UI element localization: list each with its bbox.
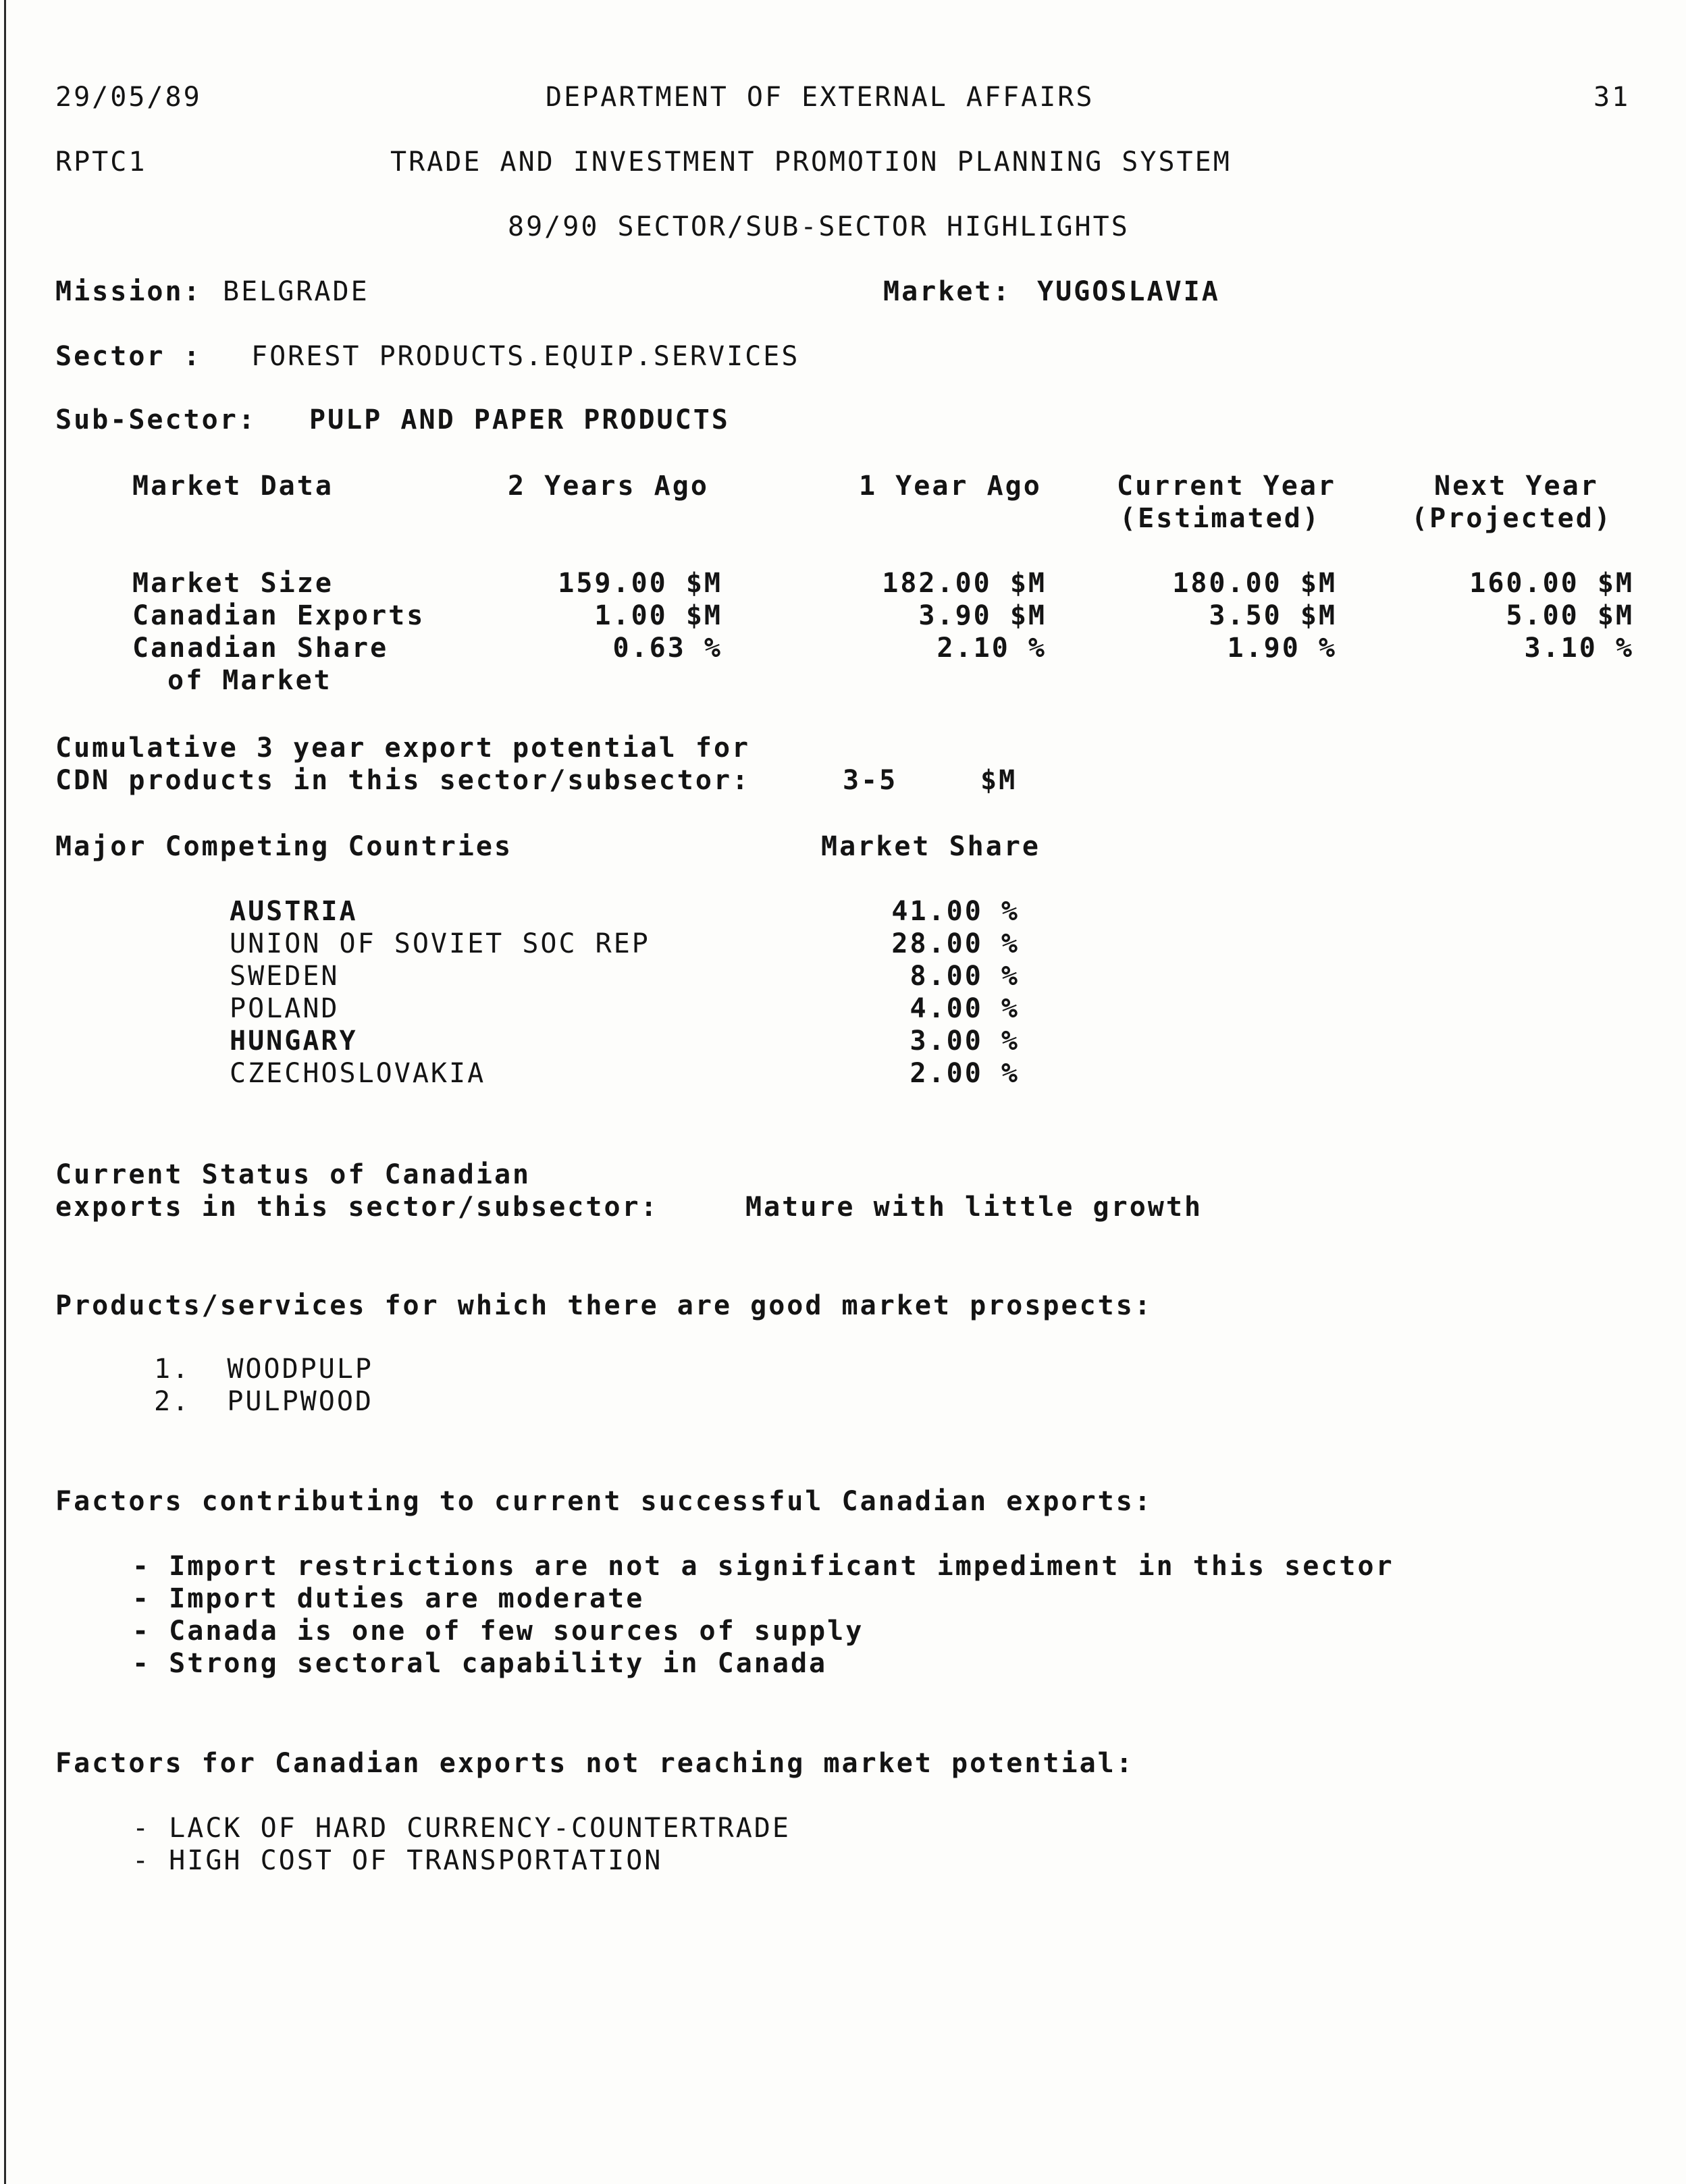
competitor-country: SWEDEN <box>230 961 340 992</box>
cell-exports-next: 5.00 $M <box>1506 600 1634 631</box>
competitor-share: 41.00 % <box>891 896 1020 927</box>
status-line-1: Current Status of Canadian <box>55 1159 531 1190</box>
col-subheader-estimated: (Estimated) <box>1119 503 1321 534</box>
sector-label: Sector : <box>55 341 202 372</box>
cumulative-value: 3-5 <box>843 765 898 796</box>
cell-share-2y: 0.63 % <box>612 633 722 664</box>
col-header-2-years-ago: 2 Years Ago <box>508 471 709 502</box>
cell-exports-current: 3.50 $M <box>1209 600 1337 631</box>
row-label-canadian-share: Canadian Share <box>132 633 389 664</box>
competitor-share: 3.00 % <box>910 1026 1020 1057</box>
page-edge <box>4 0 6 2184</box>
cell-market-size-2y: 159.00 $M <box>558 568 722 599</box>
competitor-country: CZECHOSLOVAKIA <box>230 1058 486 1089</box>
prospect-item: 2. PULPWOOD <box>154 1386 373 1417</box>
competitor-country: UNION OF SOVIET SOC REP <box>230 928 650 959</box>
barrier-factor-item: - HIGH COST OF TRANSPORTATION <box>132 1845 663 1876</box>
cell-exports-2y: 1.00 $M <box>594 600 722 631</box>
status-line-2: exports in this sector/subsector: <box>55 1192 659 1223</box>
competitor-share: 2.00 % <box>910 1058 1020 1089</box>
market-label: Market: <box>883 276 1011 307</box>
competitor-country: HUNGARY <box>230 1026 358 1057</box>
row-label-of-market: of Market <box>167 665 332 696</box>
competitor-country: POLAND <box>230 993 340 1024</box>
report-code: RPTC1 <box>55 147 147 178</box>
success-factor-item: - Import restrictions are not a significant impediment in this sector <box>132 1551 1394 1582</box>
cell-share-current: 1.90 % <box>1227 633 1337 664</box>
cumulative-line-2: CDN products in this sector/subsector: <box>55 765 751 796</box>
col-header-next-year: Next Year <box>1434 471 1599 502</box>
cell-market-size-1y: 182.00 $M <box>882 568 1047 599</box>
prospects-heading: Products/services for which there are good market prospects: <box>55 1290 1153 1321</box>
row-label-market-size: Market Size <box>132 568 334 599</box>
col-subheader-projected: (Projected) <box>1411 503 1612 534</box>
subsector-value: PULP AND PAPER PRODUCTS <box>309 404 730 435</box>
system-title: TRADE AND INVESTMENT PROMOTION PLANNING SYSTEM <box>390 147 1232 178</box>
mission-value: BELGRADE <box>223 276 369 307</box>
status-value: Mature with little growth <box>745 1192 1203 1223</box>
competitor-share: 8.00 % <box>910 961 1020 992</box>
competitor-country: AUSTRIA <box>230 896 358 927</box>
cumulative-line-1: Cumulative 3 year export potential for <box>55 733 751 764</box>
market-share-header: Market Share <box>821 831 1040 862</box>
cell-share-1y: 2.10 % <box>937 633 1047 664</box>
cell-share-next: 3.10 % <box>1524 633 1634 664</box>
competitor-share: 28.00 % <box>891 928 1020 959</box>
mission-label: Mission: <box>55 276 202 307</box>
department-title: DEPARTMENT OF EXTERNAL AFFAIRS <box>546 82 1095 113</box>
cell-market-size-next: 160.00 $M <box>1469 568 1634 599</box>
row-label-canadian-exports: Canadian Exports <box>132 600 425 631</box>
competitors-header: Major Competing Countries <box>55 831 513 862</box>
cell-exports-1y: 3.90 $M <box>918 600 1047 631</box>
sector-value: FOREST PRODUCTS.EQUIP.SERVICES <box>251 341 800 372</box>
subsector-label: Sub-Sector: <box>55 404 257 435</box>
success-factor-item: - Import duties are moderate <box>132 1583 645 1614</box>
success-factor-item: - Canada is one of few sources of supply <box>132 1616 864 1647</box>
col-header-market-data: Market Data <box>132 471 334 502</box>
report-title: 89/90 SECTOR/SUB-SECTOR HIGHLIGHTS <box>508 211 1130 242</box>
report-date: 29/05/89 <box>55 82 202 113</box>
col-header-current-year: Current Year <box>1117 471 1336 502</box>
competitor-share: 4.00 % <box>910 993 1020 1024</box>
barrier-factors-heading: Factors for Canadian exports not reaching market potential: <box>55 1748 1134 1779</box>
prospect-item: 1. WOODPULP <box>154 1354 373 1385</box>
barrier-factor-item: - LACK OF HARD CURRENCY-COUNTERTRADE <box>132 1813 791 1844</box>
market-value: YUGOSLAVIA <box>1037 276 1220 307</box>
cell-market-size-current: 180.00 $M <box>1172 568 1337 599</box>
success-factors-heading: Factors contributing to current successful Canadian exports: <box>55 1486 1153 1517</box>
success-factor-item: - Strong sectoral capability in Canada <box>132 1648 828 1679</box>
col-header-1-year-ago: 1 Year Ago <box>859 471 1042 502</box>
page-number: 31 <box>1593 82 1631 113</box>
cumulative-unit: $M <box>980 765 1018 796</box>
